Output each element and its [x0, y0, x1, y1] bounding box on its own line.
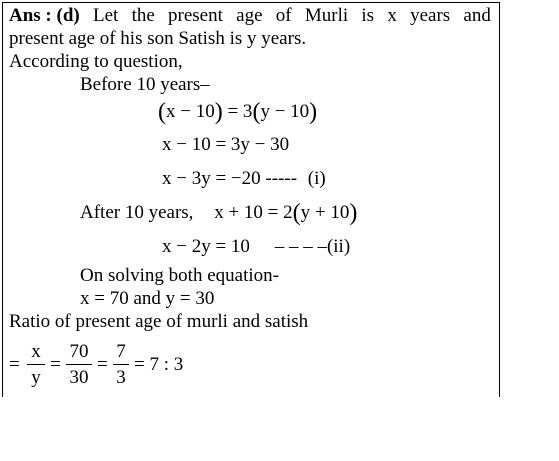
after-equation-2	[162, 236, 350, 258]
before-equation-2: x − 10 = 3y − 30	[162, 134, 290, 155]
after-heading: After 10 years,	[80, 202, 194, 223]
answer-line-3: According to question,	[9, 51, 183, 72]
close-paren: )	[349, 200, 358, 226]
ratio-result: = 7 : 3	[134, 354, 184, 375]
close-paren: )	[214, 99, 223, 125]
word: x	[387, 5, 397, 26]
before-equation-3	[162, 168, 326, 190]
equation-text: x − 2y = 10	[162, 236, 250, 257]
numerator: x	[31, 341, 41, 362]
fraction-7-over-3	[113, 341, 129, 389]
equation-label: (i)	[307, 168, 326, 189]
word: age	[236, 5, 263, 26]
fraction-x-over-y	[27, 341, 45, 389]
before-heading: Before 10 years–	[80, 74, 210, 95]
ratio-equals-1: =	[9, 354, 20, 375]
fraction-70-over-30	[66, 341, 92, 389]
open-paren: (	[292, 200, 301, 226]
equation-part: y − 10	[260, 101, 310, 122]
equation-label: – – – –(ii)	[274, 236, 351, 257]
ratio-equals-2: =	[50, 354, 61, 375]
denominator: y	[31, 367, 41, 388]
solve-line-2: x = 70 and y = 30	[80, 288, 215, 309]
equation-part: x − 10	[166, 101, 215, 122]
word: is	[361, 5, 375, 26]
word: Murli	[304, 5, 349, 26]
ratio-equals-3: =	[97, 354, 108, 375]
numerator: 7	[116, 341, 126, 362]
word: the	[131, 5, 155, 26]
answer-line-2: present age of his son Satish is y years.	[9, 28, 307, 49]
before-equation-1	[158, 101, 317, 123]
word: Let	[92, 5, 119, 26]
after-equation-1	[80, 202, 357, 224]
equation-part: = 3	[222, 101, 253, 122]
denominator: 30	[69, 367, 89, 388]
fraction-bar	[113, 364, 129, 365]
solve-line-3: Ratio of present age of murli and satish	[9, 311, 309, 332]
close-paren: )	[309, 99, 318, 125]
open-paren: (	[252, 99, 261, 125]
equation-part: x + 10 = 2	[214, 202, 293, 223]
equation-part: y + 10	[300, 202, 350, 223]
fraction-bar	[66, 364, 92, 365]
numerator: 70	[69, 341, 89, 362]
word: years	[410, 5, 451, 26]
answer-line-1	[9, 5, 491, 27]
solve-line-1: On solving both equation-	[80, 265, 279, 286]
fraction-bar	[27, 364, 45, 365]
word: and	[463, 5, 491, 26]
open-paren: (	[158, 99, 166, 125]
answer-prefix: Ans : (d)	[9, 5, 80, 26]
denominator: 3	[116, 367, 126, 388]
word: present	[168, 5, 223, 26]
word: of	[275, 5, 292, 26]
equation-text: x − 3y = −20 -----	[162, 168, 298, 189]
